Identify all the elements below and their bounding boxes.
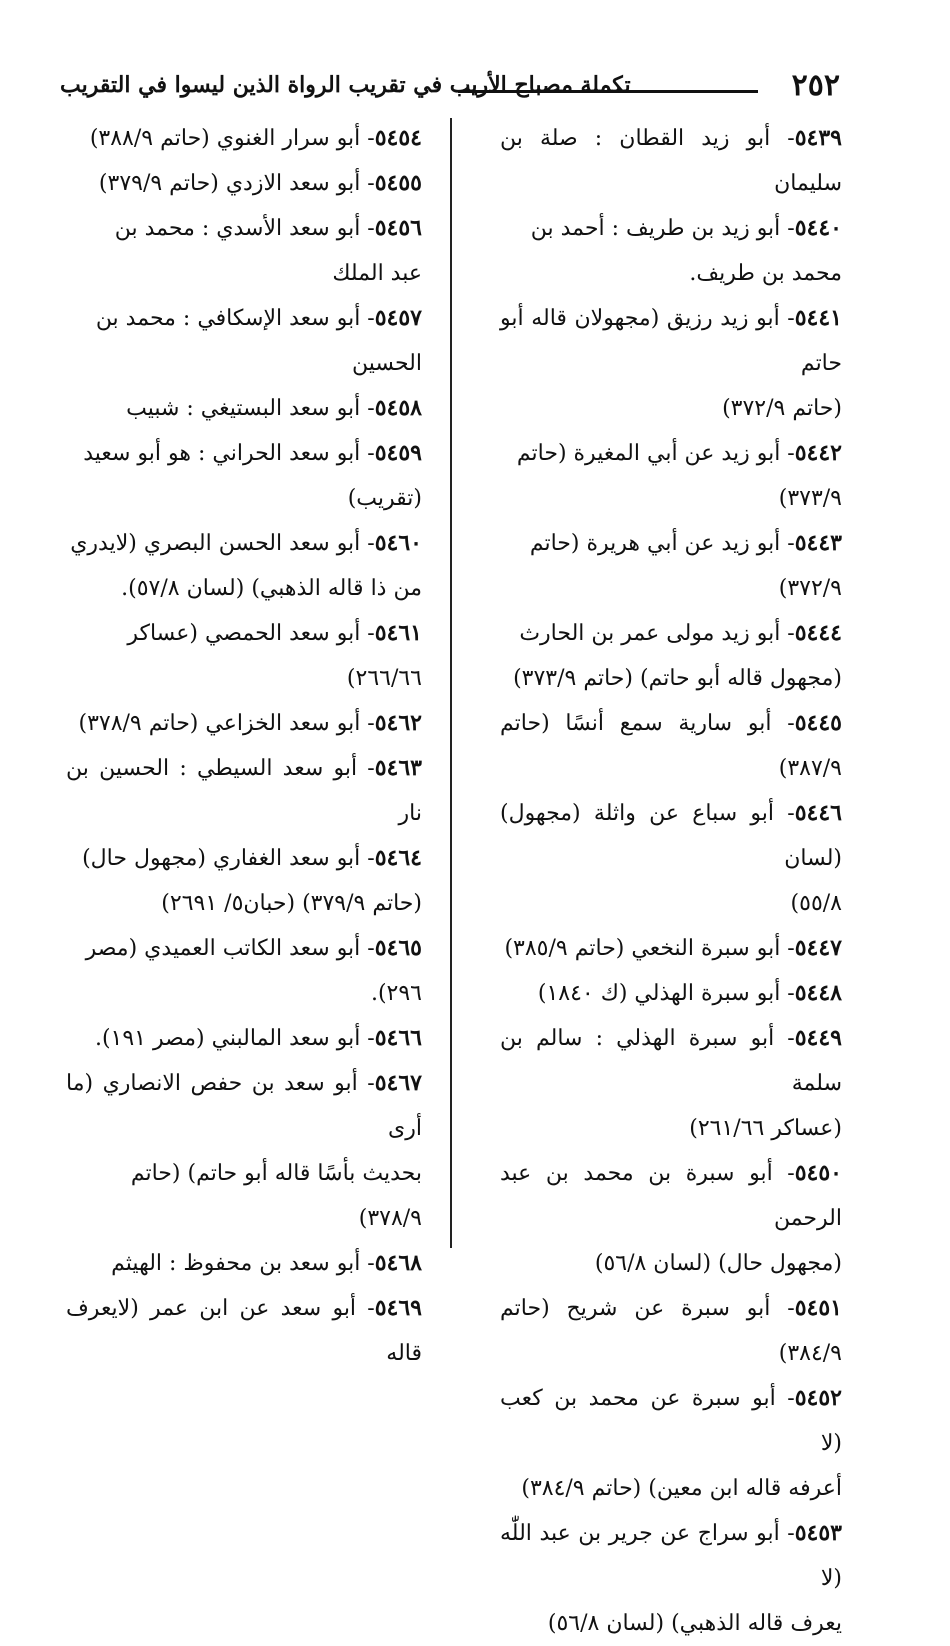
entry-text: - أبو سعد الحسن البصري (لايدري: [70, 531, 375, 556]
entry-continuation-line: [500, 1466, 842, 1511]
entry-٥٤٦٩: [66, 1286, 422, 1376]
entry-text: - أبو سعد السيطي : الحسين بن نار: [66, 756, 422, 826]
entry-text: ٣٧٢/٩): [778, 576, 842, 601]
entry-text: محمد بن طريف.: [689, 261, 842, 286]
entry-first-line: [500, 431, 842, 476]
entry-٥٤٦١: [66, 611, 422, 701]
entry-first-line: [500, 116, 842, 206]
entry-first-line: [500, 1376, 842, 1466]
entry-text: - أبو سعد الأسدي : محمد بن: [114, 216, 375, 241]
entry-text: - أبو سبرة عن محمد بن كعب (لا: [500, 1386, 842, 1456]
entry-number: ٥٤٥٣: [794, 1520, 842, 1546]
entry-text: (مجهول حال) (لسان ٥٦/٨): [594, 1251, 842, 1276]
column-divider: [450, 118, 452, 1248]
entry-٥٤٤٠: [500, 206, 842, 296]
entry-number: ٥٤٦٧: [374, 1070, 422, 1096]
entry-text: - أبو زيد بن طريف : أحمد بن: [530, 216, 795, 241]
entry-continuation-line: [66, 1151, 422, 1196]
entry-number: ٥٤٤٩: [794, 1025, 842, 1051]
entry-continuation-line: [500, 656, 842, 701]
entry-text: (عساكر ٢٦١/٦٦): [689, 1116, 842, 1141]
entry-text: يعرف قاله الذهبي) (لسان ٥٦/٨): [547, 1611, 842, 1636]
entry-٥٤٦٠: [66, 521, 422, 611]
entry-text: - أبو سباع عن واثلة (مجهول) (لسان: [500, 801, 842, 871]
entry-first-line: [66, 836, 422, 881]
entry-continuation-line: [500, 1601, 842, 1646]
entry-continuation-line: [66, 881, 422, 926]
entry-text: ٢٦٦/٦٦): [346, 666, 422, 691]
entry-text: ٣٧٨/٩): [358, 1206, 422, 1231]
entry-number: ٥٤٦٩: [374, 1295, 422, 1321]
entry-٥٤٥١: [500, 1286, 842, 1376]
entry-first-line: [66, 1241, 422, 1286]
entry-٥٤٤٣: [500, 521, 842, 611]
entry-number: ٥٤٣٩: [794, 125, 842, 151]
entry-٥٤٤٧: [500, 926, 842, 971]
entry-٥٤٥٩: [66, 431, 422, 521]
entry-text: - أبو سعد الكاتب العميدي (مصر: [85, 936, 375, 961]
entry-first-line: [66, 1286, 422, 1376]
entry-first-line: [66, 926, 422, 971]
entry-number: ٥٤٥٤: [374, 125, 422, 151]
entry-text: - أبو زيد القطان : صلة بن سليمان: [500, 126, 842, 196]
entry-number: ٥٤٦٣: [374, 755, 422, 781]
entry-text: - أبو سبرة الهذلي : سالم بن سلمة: [500, 1026, 842, 1096]
entry-text: (مجهول قاله أبو حاتم) (حاتم ٣٧٣/٩): [513, 666, 842, 691]
entry-number: ٥٤٤٢: [794, 440, 842, 466]
entry-continuation-line: [500, 251, 842, 296]
entry-first-line: [500, 1511, 842, 1601]
right-column: [500, 116, 842, 1646]
entry-٥٤٦٧: [66, 1061, 422, 1241]
entry-continuation-line: [500, 566, 842, 611]
entry-number: ٥٤٦٤: [374, 845, 422, 871]
entry-text: - أبو سرار الغنوي (حاتم ٣٨٨/٩): [89, 126, 375, 151]
entry-٥٤٥٣: [500, 1511, 842, 1646]
entry-text: - أبو سعد عن ابن عمر (لايعرف قاله: [66, 1296, 422, 1366]
entry-number: ٥٤٥١: [794, 1295, 842, 1321]
entry-continuation-line: [500, 881, 842, 926]
entry-٥٤٦٦: [66, 1016, 422, 1061]
entry-text: - أبو سعد الخزاعي (حاتم ٣٧٨/٩): [78, 711, 375, 736]
entry-٥٤٦٥: [66, 926, 422, 1016]
entry-continuation-line: [66, 251, 422, 296]
entry-first-line: [500, 1016, 842, 1106]
entry-text: - أبو سعد الحراني : هو أبو سعيد: [83, 441, 375, 466]
entry-text: - أبو زيد مولى عمر بن الحارث: [519, 621, 795, 646]
entry-text: ٢٩٦).: [370, 981, 422, 1006]
entry-first-line: [66, 521, 422, 566]
entry-text: - أبو سبرة عن شريح (حاتم ٣٨٤/٩): [500, 1296, 842, 1366]
entry-٥٤٥٠: [500, 1151, 842, 1286]
entry-٥٤٤٤: [500, 611, 842, 701]
entry-first-line: [66, 431, 422, 476]
entry-text: (حاتم ٣٧٩/٩) (حبان٥/ ٢٦٩١): [161, 891, 422, 916]
entry-number: ٥٤٥٩: [374, 440, 422, 466]
entry-text: - أبو سبرة بن محمد بن عبد الرحمن: [500, 1161, 842, 1231]
entry-first-line: [500, 206, 842, 251]
page-header: [60, 66, 840, 106]
entry-text: - أبو سبرة النخعي (حاتم ٣٨٥/٩): [504, 936, 795, 961]
entry-number: ٥٤٥٢: [794, 1385, 842, 1411]
entry-first-line: [500, 521, 842, 566]
entry-text: ٣٧٣/٩): [778, 486, 842, 511]
entry-text: - أبو زيد عن أبي هريرة (حاتم: [529, 531, 795, 556]
entry-٥٤٤٢: [500, 431, 842, 521]
entry-٥٤٥٨: [66, 386, 422, 431]
entry-text: - أبو سبرة الهذلي (ك ١٨٤٠): [537, 981, 795, 1006]
page-number: ٢٥٢: [791, 68, 840, 103]
entry-number: ٥٤٦١: [374, 620, 422, 646]
entry-number: ٥٤٤٧: [794, 935, 842, 961]
entry-continuation-line: [66, 341, 422, 386]
entry-first-line: [66, 1016, 422, 1061]
entry-first-line: [500, 296, 842, 386]
entry-number: ٥٤٥٦: [374, 215, 422, 241]
entry-continuation-line: [66, 656, 422, 701]
entry-text: - أبو سعد الحمصي (عساكر: [127, 621, 375, 646]
entry-number: ٥٤٥٨: [374, 395, 422, 421]
entry-text: - أبو سعد بن حفص الانصاري (ما أرى: [66, 1071, 422, 1141]
entry-number: ٥٤٥٧: [374, 305, 422, 331]
entry-first-line: [500, 926, 842, 971]
entry-text: بحديث بأسًا قاله أبو حاتم) (حاتم: [130, 1161, 422, 1186]
entry-text: أعرفه قاله ابن معين) (حاتم ٣٨٤/٩): [521, 1476, 842, 1501]
entry-first-line: [66, 386, 422, 431]
entry-first-line: [500, 791, 842, 881]
entry-٥٤٥٤: [66, 116, 422, 161]
entry-first-line: [500, 611, 842, 656]
entry-number: ٥٤٥٠: [794, 1160, 842, 1186]
entry-text: - أبو سعد الغفاري (مجهول حال): [82, 846, 375, 871]
entry-first-line: [66, 611, 422, 656]
entry-number: ٥٤٦٠: [374, 530, 422, 556]
entry-first-line: [66, 296, 422, 341]
entry-٥٤٥٦: [66, 206, 422, 296]
entry-first-line: [66, 116, 422, 161]
entry-first-line: [66, 701, 422, 746]
entry-٥٤٦٣: [66, 746, 422, 836]
entry-text: - أبو سعد المالبني (مصر ١٩١).: [94, 1026, 375, 1051]
entry-٥٤٤٥: [500, 701, 842, 791]
entry-text: - أبو سعد البستيغي : شبيب: [126, 396, 375, 421]
entry-first-line: [66, 746, 422, 836]
entry-continuation-line: [500, 1241, 842, 1286]
entry-text: (حاتم ٣٧٢/٩): [722, 396, 842, 421]
entry-continuation-line: [500, 1106, 842, 1151]
entry-text: ٥٥/٨): [790, 891, 842, 916]
entry-٥٤٥٢: [500, 1376, 842, 1511]
entry-text: - أبو سعد الإسكافي : محمد بن: [95, 306, 375, 331]
entry-first-line: [500, 971, 842, 1016]
entry-number: ٥٤٤٥: [794, 710, 842, 736]
entry-text: - أبو سراج عن جرير بن عبد اللّٰه (لا: [500, 1521, 842, 1591]
entry-continuation-line: [500, 476, 842, 521]
entry-number: ٥٤٤١: [794, 305, 842, 331]
entry-٥٤٦٨: [66, 1241, 422, 1286]
entry-first-line: [66, 161, 422, 206]
entry-٥٤٤٨: [500, 971, 842, 1016]
entry-text: من ذا قاله الذهبي) (لسان ٥٧/٨).: [121, 576, 422, 601]
entry-continuation-line: [66, 566, 422, 611]
entry-text: - أبو زيد عن أبي المغيرة (حاتم: [516, 441, 795, 466]
running-title: تكملة مصباح الأريب في تقريب الرواة الذين ليسوا في التقريب: [60, 72, 631, 98]
entry-٥٤٤٦: [500, 791, 842, 926]
entry-٥٤٤٩: [500, 1016, 842, 1151]
entry-text: (تقريب): [347, 486, 422, 511]
entry-٥٤٤١: [500, 296, 842, 431]
entry-first-line: [66, 206, 422, 251]
entry-continuation-line: [66, 971, 422, 1016]
entry-٥٤٥٥: [66, 161, 422, 206]
entry-first-line: [500, 1286, 842, 1376]
entry-٥٤٥٧: [66, 296, 422, 386]
entry-number: ٥٤٤٣: [794, 530, 842, 556]
entry-number: ٥٤٦٢: [374, 710, 422, 736]
entry-٥٤٦٤: [66, 836, 422, 926]
entry-٥٤٦٢: [66, 701, 422, 746]
entry-continuation-line: [66, 476, 422, 521]
entry-number: ٥٤٦٥: [374, 935, 422, 961]
entry-text: - أبو سعد بن محفوظ : الهيثم: [111, 1251, 375, 1276]
entry-number: ٥٤٤٦: [794, 800, 842, 826]
entry-number: ٥٤٤٠: [794, 215, 842, 241]
entry-first-line: [66, 1061, 422, 1151]
entry-text: - أبو سعد الازدي (حاتم ٣٧٩/٩): [98, 171, 375, 196]
entry-number: ٥٤٤٨: [794, 980, 842, 1006]
entry-number: ٥٤٦٦: [374, 1025, 422, 1051]
entry-first-line: [500, 1151, 842, 1241]
entry-text: - أبو سارية سمع أنسًا (حاتم ٣٨٧/٩): [500, 711, 842, 781]
entry-number: ٥٤٦٨: [374, 1250, 422, 1276]
left-column: [66, 116, 422, 1376]
entry-text: عبد الملك: [332, 261, 422, 286]
entry-number: ٥٤٥٥: [374, 170, 422, 196]
entry-text: الحسين: [351, 351, 422, 376]
entry-first-line: [500, 701, 842, 791]
entry-text: - أبو زيد رزيق (مجهولان قاله أبو حاتم: [500, 306, 842, 376]
entry-continuation-line: [66, 1196, 422, 1241]
entry-٥٤٣٩: [500, 116, 842, 206]
entry-number: ٥٤٤٤: [794, 620, 842, 646]
entry-continuation-line: [500, 386, 842, 431]
